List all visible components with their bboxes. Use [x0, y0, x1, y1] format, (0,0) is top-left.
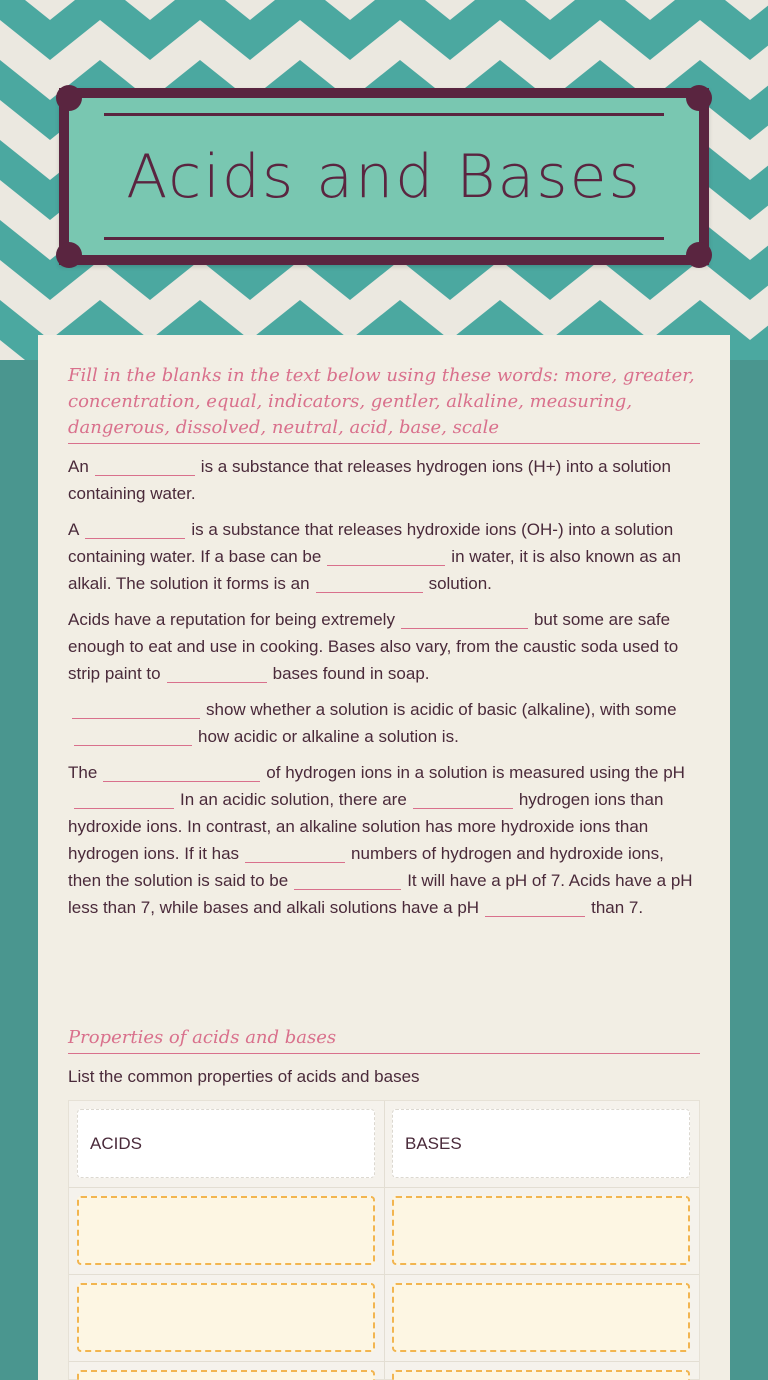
fill-blanks-instructions: Fill in the blanks in the text below using these words: more, greater, concentration, equal, indicators, gentler, alkaline, measuring, dangerous, dissolved, neutral, acid, base, scale [68, 363, 700, 444]
text-span: in water, it is also known as an alkali. The solution it forms is an [68, 547, 681, 593]
properties-table [68, 1100, 700, 1380]
title-banner [59, 88, 709, 265]
title-rule-top [104, 113, 664, 116]
blank-input[interactable] [294, 872, 401, 890]
blank-input[interactable] [167, 665, 267, 683]
text-span: An [68, 457, 89, 476]
blank-input[interactable] [413, 791, 513, 809]
text-span: solution. [428, 574, 492, 593]
bases-answer-box[interactable] [392, 1370, 690, 1380]
text-span: A [68, 520, 80, 539]
properties-heading: Properties of acids and bases [68, 1025, 700, 1054]
blank-input[interactable] [327, 548, 445, 566]
acids-answer-box[interactable] [77, 1370, 375, 1380]
blank-input[interactable] [72, 701, 200, 719]
page-title: Acids and Bases [126, 142, 642, 212]
text-span: is a substance that releases hydroxide ions (OH-) into a solution containing water. If a base can be [68, 520, 674, 566]
text-span: bases found in soap. [272, 664, 430, 683]
text-span: but some are safe enough to eat and use in cooking. Bases also vary, from the caustic soda used to strip paint to [68, 610, 679, 683]
text-span: than 7. [591, 898, 644, 917]
worksheet-paper [38, 335, 730, 1380]
blank-input[interactable] [74, 728, 192, 746]
text-span: numbers of hydrogen and hydroxide ions, then the solution is said to be [68, 844, 664, 890]
acids-answer-box[interactable] [77, 1196, 375, 1265]
bases-column-header: BASES [392, 1109, 690, 1178]
column-divider [384, 1101, 385, 1379]
text-span: of hydrogen ions in a solution is measured using the pH [266, 763, 685, 782]
row-divider [69, 1187, 699, 1188]
paragraph-4 [68, 696, 700, 750]
row-divider [69, 1274, 699, 1275]
blank-input[interactable] [74, 791, 174, 809]
blank-input[interactable] [103, 764, 260, 782]
title-rule-bottom [104, 237, 664, 240]
blank-input[interactable] [85, 521, 185, 539]
title-plaque [69, 98, 699, 255]
acids-column-header: ACIDS [77, 1109, 375, 1178]
blank-input[interactable] [401, 611, 528, 629]
paragraph-5 [68, 759, 700, 921]
corner-notch [686, 85, 712, 111]
text-span: how acidic or alkaline a solution is. [198, 727, 459, 746]
blank-input[interactable] [95, 458, 195, 476]
blank-input[interactable] [316, 575, 423, 593]
text-span: is a substance that releases hydrogen ions (H+) into a solution containing water. [68, 457, 671, 503]
corner-notch [686, 242, 712, 268]
bases-answer-box[interactable] [392, 1283, 690, 1352]
text-span: show whether a solution is acidic of basic (alkaline), with some [206, 700, 677, 719]
text-span: In an acidic solution, there are [180, 790, 407, 809]
text-span: hydrogen ions than hydroxide ions. In contrast, an alkaline solution has more hydroxide ions than hydrogen ions. If it has [68, 790, 664, 863]
row-divider [69, 1361, 699, 1362]
corner-notch [56, 242, 82, 268]
acids-answer-box[interactable] [77, 1283, 375, 1352]
properties-instruction: List the common properties of acids and bases [68, 1067, 420, 1086]
text-span: The [68, 763, 98, 782]
text-span: Acids have a reputation for being extremely [68, 610, 395, 629]
paragraph-1 [68, 453, 700, 507]
blank-input[interactable] [245, 845, 345, 863]
fill-blanks-text [68, 453, 700, 930]
text-span: It will have a pH of 7. Acids have a pH less than 7, while bases and alkali solutions have a pH [68, 871, 693, 917]
corner-notch [56, 85, 82, 111]
bases-answer-box[interactable] [392, 1196, 690, 1265]
paragraph-3 [68, 606, 700, 687]
blank-input[interactable] [485, 899, 585, 917]
paragraph-2 [68, 516, 700, 597]
